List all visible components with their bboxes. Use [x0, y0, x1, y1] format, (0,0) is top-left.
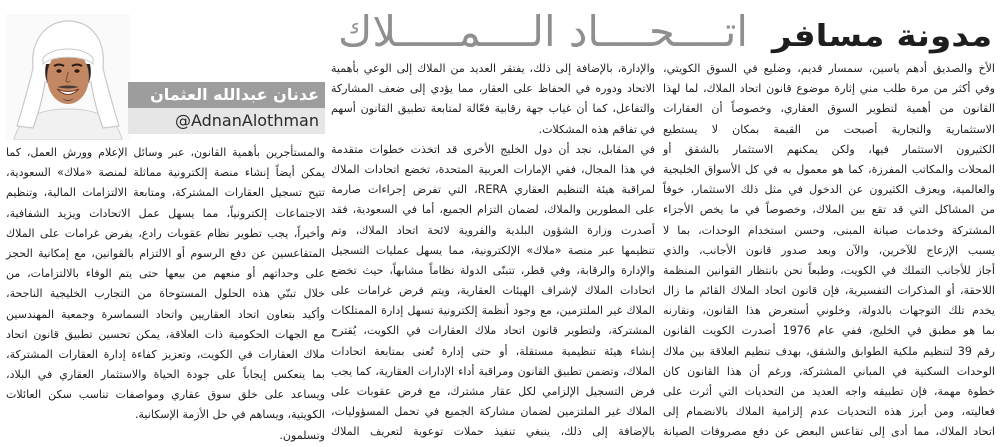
author-photo [6, 14, 130, 140]
article-title-text: اتــــحــــاد الــــمـــــلاك [338, 7, 748, 56]
text-line: خلال تبنّي هذه الحلول المستوحاة من التجارب الخليجية الناجحة، [6, 287, 325, 301]
text-line: في المقابل، نجد أن دول الخليج الأخرى قد اتخذت خطوات متقدمة [331, 142, 655, 156]
text-line: الكويتية، ويساهم في حل الأزمة الإسكانية. [135, 408, 325, 422]
text-line: والعالمية، ويعزف الكثيرون عن الدخول في مثل ذلك الاستثمار، خوفاً [663, 183, 995, 197]
text-line: الملاك غير الملتزمين، مع وجود أنظمة إلكترونية تسهل إدارة الممتلكات [331, 304, 655, 318]
text-line: فرض التسجيل الإلزامي لكل عقار مشترك، مع فرض عقوبات على [331, 385, 655, 398]
text-line: والتفاعل، كما أن غياب جهة رقابية فعّالة لمتابعة تطبيق القانون أسهم [331, 102, 655, 116]
text-line: الاجتماعات إلكترونياً، مما يسهل عمل الاتحادات ويزيد الشفافية، [6, 206, 325, 220]
text-line: يسبب الإزعاج للآخرين، والآن وبعد صدور قانون الأجانب، والذي [663, 243, 995, 257]
text-line: من المشاكل التي قد تقع بين الملاك، وخصوصاً في ما يخص الأجزاء [663, 203, 995, 217]
text-line: بالإضافة إلى ذلك، ينبغي تنفيذ حملات توعوية لتعريف الملاك [331, 425, 655, 439]
text-line: وأكيد بتعاون اتحاد العقاريين واتحاد السماسرة وجمعية المهندسين [6, 307, 325, 321]
blog-title-text: مدونة مسافر [771, 19, 992, 54]
text-line: الأخ والصديق أدهم ياسين، سمسار قديم، وضليع في السوق الكويتي، [663, 62, 995, 75]
text-line: في تفاقم هذه المشكلات. [538, 122, 655, 136]
text-line: على المطورين والملاك، لضمان التزام الجميع، أما في السعودية، فقد [331, 203, 655, 217]
text-line: يمكن أيضاً إنشاء منصة إلكترونية مماثلة لمنصة «ملاك» السعودية، [6, 166, 325, 180]
text-line: يخدم تلك التوجهات بالدولة، وخلوني أستعرض هذا القانون، ونقارنه [663, 304, 995, 318]
text-line: الاستثمارية والتجارية أصبحت من القيمة بمكان لا يستطيع [663, 122, 995, 136]
text-line: المشتركة، ولتطوير قانون اتحاد ملاك العقارات في الكويت، يُقترح [331, 324, 655, 338]
author-handle: @AdnanAlothman [174, 111, 319, 130]
text-line: مع الجهات الحكومية ذات العلاقة، يمكن تحسين تطبيق قانون اتحاد [6, 327, 325, 341]
text-line: الملاك غير الملتزمين لضمان مشاركة الجميع في تحمل المسؤوليات، [331, 405, 655, 419]
text-line: والمستأجرين بأهمية القانون، عبر وسائل الإعلام وورش العمل، كما [6, 146, 325, 159]
text-line: وأخيراً، يجب تطوير نظام عقوبات رادع، يفرض غرامات على الملاك [6, 226, 325, 240]
text-line: بما هو مطبق في الخليج، ففي عام 1976 أصدرت الكويت القانون [663, 324, 995, 338]
text-line: بما ينعكس إيجاباً على جودة الحياة والاستثمار العقاري في البلاد، [6, 368, 325, 382]
text-line: ويساعد على خلق سوق عقاري ومواصفات تناسب سكن العائلات [6, 388, 325, 402]
text-line: الكثيرون الاستثمار فيها، ولكن يمكنهم الاستثمار بالشقق أو [663, 142, 995, 156]
text-line: لمراقبة هيئة التنظيم العقاري RERA، التي تفرض إجراءات صارمة [331, 183, 655, 197]
text-line: رقم 39 لتنظيم ملكية الطوابق والشقق، بهدف تنظيم العلاقة بين ملاك [663, 344, 995, 358]
text-line: تتيح تسجيل العقارات المشتركة، ومتابعة الالتزامات المالية، وتنظيم [6, 186, 325, 200]
article-column-right [663, 59, 995, 443]
text-line: اتحاد الملاك، مما أدى إلى تقاعس البعض عن دفع مصروفات الصيانة [663, 425, 995, 439]
text-line: اتحادات الملاك لإشراف الهيئات العقارية، ويتم فرض غرامات على [331, 284, 655, 298]
text-line: المحلات والمكاتب المفرزة، كما هو معمول به في كل الأسواق الخليجية [663, 162, 995, 176]
text-line: الوحدات السكنية في المباني المشتركة، ورغم أن هذا القانون كان [663, 364, 995, 378]
text-line: إنشاء هيئة تنظيمية مستقلة، أو حتى إدارة تُعنى بمتابعة اتحادات [331, 344, 655, 358]
article-column-left [6, 143, 325, 446]
author-portrait-icon [6, 14, 130, 140]
text-line: خطوة مهمة، فإن تطبيقه واجه العديد من التحديات التي أثرت على [663, 385, 995, 398]
author-name-banner [128, 82, 325, 108]
text-line: اللاحقة، أو المذكرات التفسيرية، فإن قانون اتحاد الملاك القائم ما زال [663, 284, 995, 298]
text-line: الاتحاد ودوره في الحفاظ على العقار، مما يؤدي إلى ضعف المشاركة [331, 82, 655, 96]
text-line: أصدرت وزارة الشؤون البلدية والقروية لائحة اتحاد الملاك، وتم [331, 223, 655, 237]
article-column-middle [331, 59, 655, 443]
text-line: في هذا المجال، ففي الإمارات العربية المتحدة، تخضع اتحادات الملاك [331, 162, 655, 176]
text-line: الملاك، وتضمن تطبيق القانون ومراقبة أداء الإدارات العقارية، كما يجب [331, 364, 655, 378]
text-line: المتقاعسين عن دفع الرسوم أو الالتزام بالقوانين، مع إمكانية الحجز [6, 246, 325, 260]
text-line: ملاك العقارات في الكويت، وتعزيز كفاءة إدارة العقارات المشتركة، [6, 347, 325, 361]
author-name: عدنان عبدالله العثمان [150, 85, 319, 104]
text-line: وتسلمون. [279, 428, 325, 442]
blog-title [772, 16, 992, 58]
text-line: تنظيمها عبر منصة «ملاك» الإلكترونية، مما يسهل عمليات التسجيل [331, 243, 655, 257]
text-line: وفي أكثر من مرة طلب مني إثارة موضوع قانون اتحاد الملاك، لما لهذا [663, 82, 995, 96]
article-title [338, 4, 748, 60]
text-line: القانون من أهمية لتطوير السوق العقاري، وخصوصاً أن العقارات [663, 102, 995, 116]
text-line: المشتركة وخدمات صيانة المبنى، وحسن استخدام الوحدات، بما لا [663, 223, 995, 237]
text-line: والإدارة، بالإضافة إلى ذلك، يفتقر العديد من الملاك إلى الوعي بأهمية [331, 62, 655, 75]
text-line: والإدارة والرقابة، وفي قطر، تتبنّى الدولة نظاماً مشابهاً، حيث تخضع [331, 263, 655, 277]
author-handle-banner [128, 108, 325, 134]
text-line: فعاليته، ومن أبرز هذه التحديات عدم إلزامية الملاك بالانضمام إلى [663, 405, 995, 419]
text-line: على وحداتهم أو منعهم من بيعها حتى يتم الوفاء بالالتزامات، من [6, 267, 325, 281]
text-line: أجاز للأجانب التملك في الكويت، وطبعاً نحن بانتظار القوانين المنظمة [663, 263, 995, 277]
